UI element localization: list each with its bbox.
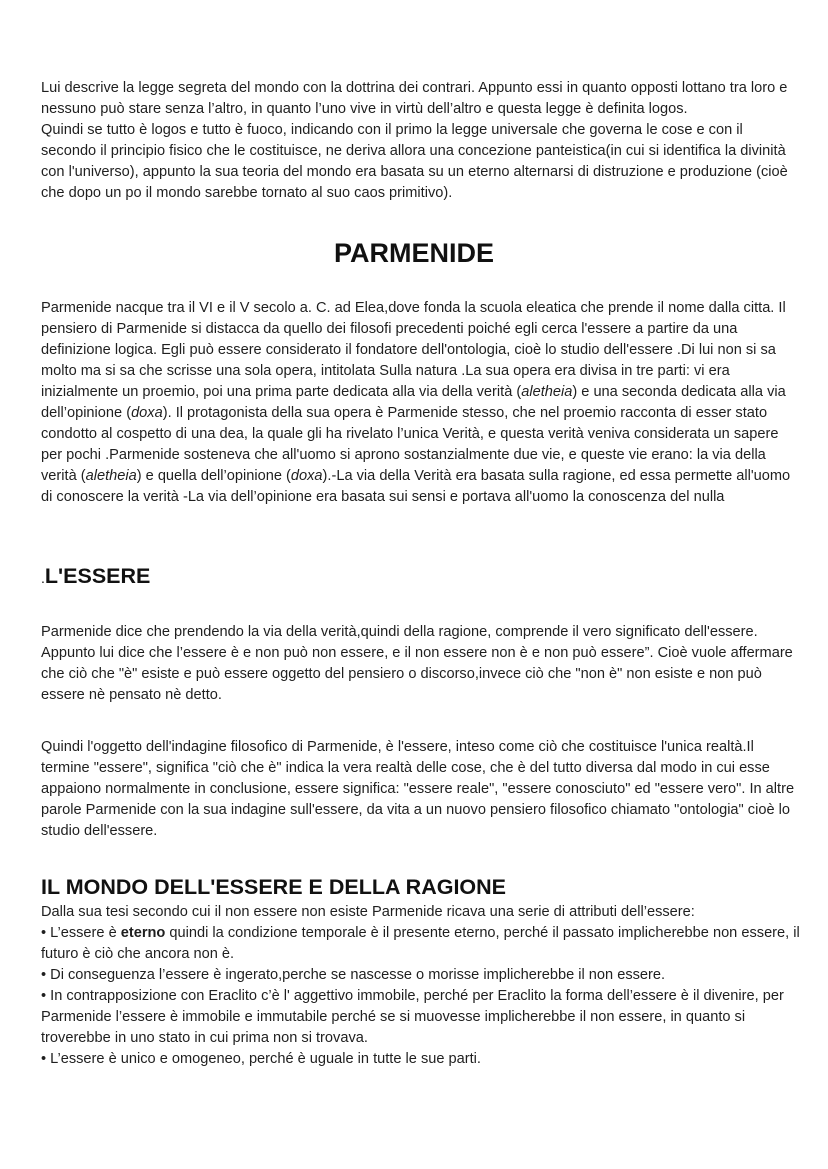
section-heading-essere xyxy=(41,563,150,591)
essere-paragraph-2: Quindi l'oggetto dell'indagine filosofico di Parmenide, è l'essere, inteso come ciò che costituisce l'unica realtà.Il termine "essere", significa "ciò che è" indica la vera realtà delle cose, che è del tutto diversa dal modo in cui esse appaiono normalmente in conclusione, essere significa: "essere reale", "essere conosciuto" ed "essere vero". In altre parole Parmenide con la sua indagine sull'essere, da vita a un nuovo pensiero filosofico chiamato "ontologia" cioè lo studio dell'essere. xyxy=(41,739,795,839)
text-run: • L’essere è xyxy=(41,925,121,941)
text-run: ).-La via della Verità era basata sulla ragione, ed essa permette all'uomo di conoscere la verità -La via dell’opinione era basata sui sensi e portava all'uomo la conoscenza del nulla xyxy=(41,468,791,505)
text-run: ) e una seconda dedicata alla via dell’opinione ( xyxy=(41,384,786,421)
doxa-term: doxa xyxy=(131,405,163,421)
text-run: ). Il protagonista della sua opera è Parmenide stesso, che nel proemio racconta di esser stato condotto al cospetto di una dea, la quale gli ha rivelato l’unica Verità, e questa verità veniva considerata un sapere per pochi .Parmenide sosteneva che all'uomo si aprono sostanzialmente due vie, e queste vie erano: la via della verità ( xyxy=(41,405,779,484)
aletheia-term: aletheia xyxy=(521,384,573,400)
essere-paragraph-1: Parmenide dice che prendendo la via della verità,quindi della ragione, comprende il vero significato dell'essere. Appunto lui dice che l’essere è e non può non essere, e il non essere non è e non può essere”. Cioè vuole affermare che ciò che "è" esiste e può essere oggetto del pensiero o discorso,invece ciò che "non è" non esiste e non può essere nè pensato nè detto. xyxy=(41,624,793,703)
list-item: • In contrapposizione con Eraclito c’è l' aggettivo immobile, perché per Eraclito la forma dell’essere è il divenire, per Parmenide l’essere è immobile e immutabile perché se si muovesse implicherebbe il non essere, in quanto si troverebbe in uno stato in cui prima non si trovava. xyxy=(41,988,784,1046)
aletheia-term: aletheia xyxy=(85,468,137,484)
list-item xyxy=(41,923,801,965)
text-run: quindi la condizione temporale è il presente eterno, perché il passato implicherebbe non essere, il futuro è ciò che ancora non è. xyxy=(41,925,800,962)
eterno-term: eterno xyxy=(120,925,166,941)
list-item: • Di conseguenza l’essere è ingerato,perche se nascesse o morisse implicherebbe il non essere. xyxy=(41,967,666,983)
text-run: ) e quella dell’opinione ( xyxy=(136,468,291,484)
intro-paragraph-2: Quindi se tutto è logos e tutto è fuoco, indicando con il primo la legge universale che governa le cose e con il secondo il principio fisico che le costituisce, ne deriva allora una concezione panteistica(in cui si identifica la divinità con l'universo), appunto la sua teoria del mondo era basata su un eterno alternarsi di distruzione e produzione (cioè che dopo un po il mondo sarebbe tornato al suo caos primitivo). xyxy=(41,122,788,201)
intro-paragraph-1: Lui descrive la legge segreta del mondo con la dottrina dei contrari. Appunto essi in quanto opposti lottano tra loro e nessuno può stare senza l’altro, in quanto l’uno vive in virtù dell’altro e questa legge è definita logos. xyxy=(41,80,788,117)
mondo-section xyxy=(41,902,801,1070)
attributes-list xyxy=(41,923,801,1070)
mondo-intro: Dalla sua tesi secondo cui il non essere non esiste Parmenide ricava una serie di attributi dell’essere: xyxy=(41,904,695,920)
list-item: • L’essere è unico e omogeneo, perché è uguale in tutte le sue parti. xyxy=(41,1051,481,1067)
page-title: PARMENIDE xyxy=(333,238,494,268)
text-run: Parmenide nacque tra il VI e il V secolo a. C. ad Elea,dove fonda la scuola eleatica che prende il nome dalla citta. Il pensiero di Parmenide si distacca da quello dei filosofi precedenti poiché egli cerca l'essere a partire da una definizione logica. Egli può essere considerato il fondatore dell'ontologia, cioè lo studio dell'essere .Di lui non si sa molto ma si sa che scrisse una sola opera, intitolata Sulla natura .La sua opera era divisa in tre parti: vi era inizialmente un proemio, poi una prima parte dedicata alla via della verità ( xyxy=(41,300,786,400)
section-heading-mondo: IL MONDO DELL'ESSERE E DELLA RAGIONE xyxy=(41,875,507,899)
heading-dot: . xyxy=(41,570,45,586)
intro-section xyxy=(41,78,801,204)
heading-text: L'ESSERE xyxy=(44,564,151,588)
parmenide-paragraph xyxy=(41,298,801,508)
doxa-term: doxa xyxy=(290,468,323,484)
